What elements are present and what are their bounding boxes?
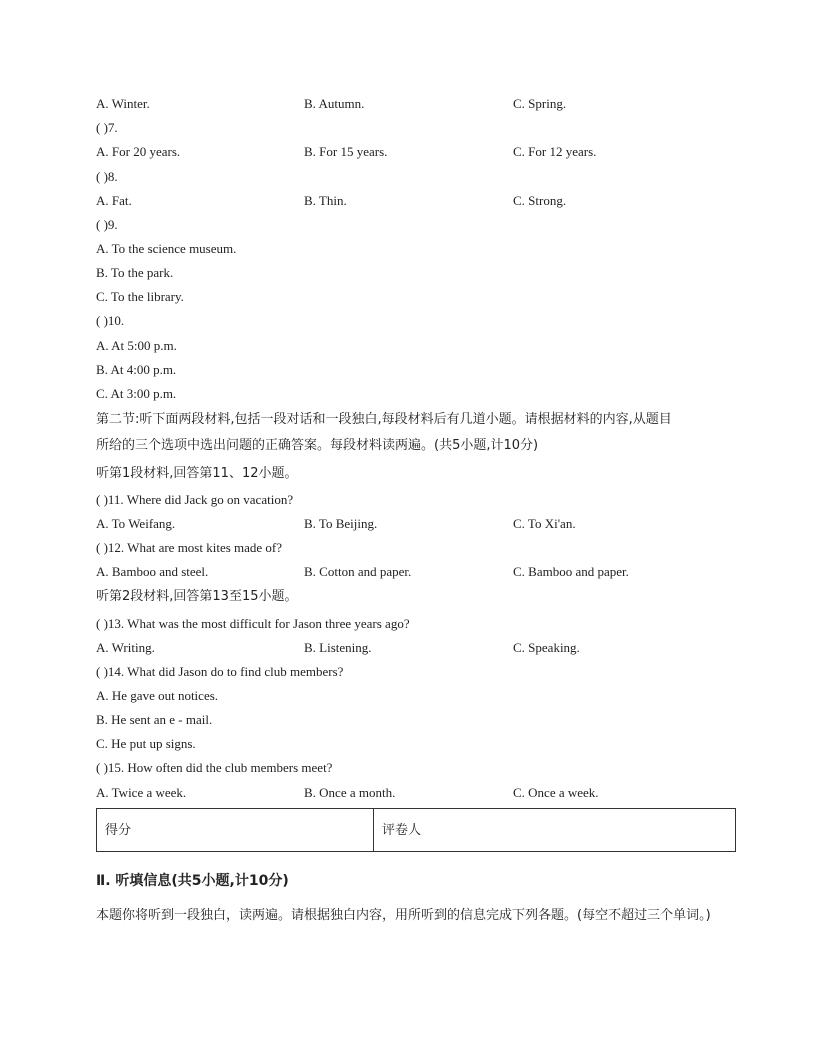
q10-option-b: B. At 4:00 p.m. [96, 362, 177, 377]
q12-option-b: B. Cotton and paper. [304, 564, 412, 579]
q15-stem: ( )15. How often did the club members meet? [96, 760, 333, 775]
q7-option-c: C. For 12 years. [513, 144, 597, 159]
q13-stem: ( )13. What was the most difficult for Jason three years ago? [96, 616, 410, 631]
q13-option-c: C. Speaking. [513, 640, 580, 655]
q11-option-a: A. To Weifang. [96, 516, 176, 531]
q8-option-c: C. Strong. [513, 193, 567, 208]
q6-option-a: A. Winter. [96, 96, 150, 111]
q12-stem: ( )12. What are most kites made of? [96, 540, 283, 555]
q12-option-a: A. Bamboo and steel. [96, 564, 209, 579]
score-cell: 得分 [97, 809, 374, 851]
q11-stem: ( )11. Where did Jack go on vacation? [96, 492, 294, 507]
q10-option-c: C. At 3:00 p.m. [96, 386, 177, 401]
q13-option-a: A. Writing. [96, 640, 155, 655]
q7-number: ( )7. [96, 120, 118, 135]
q10-option-a: A. At 5:00 p.m. [96, 338, 177, 353]
q15-option-b: B. Once a month. [304, 785, 396, 800]
q11-option-c: C. To Xi'an. [513, 516, 576, 531]
q9-option-c: C. To the library. [96, 289, 184, 304]
q9-option-a: A. To the science museum. [96, 241, 237, 256]
q8-option-b: B. Thin. [304, 193, 347, 208]
part1-heading: 听第1段材料,回答第11、12小题。 [96, 466, 298, 481]
q8-number: ( )8. [96, 169, 118, 184]
q14-option-c: C. He put up signs. [96, 736, 196, 751]
q10-number: ( )10. [96, 313, 125, 328]
q9-number: ( )9. [96, 217, 118, 232]
q14-option-a: A. He gave out notices. [96, 688, 219, 703]
part2-instructions: 本题你将听到一段独白，读两遍。请根据独白内容，用所听到的信息完成下列各题。(每空不超过三个单词。) [96, 908, 711, 923]
q8-option-a: A. Fat. [96, 193, 132, 208]
section2-intro-line1: 第二节:听下面两段材料,包括一段对话和一段独白,每段材料后有几道小题。请根据材料的内容,从题目 [96, 412, 672, 427]
q14-stem: ( )14. What did Jason do to find club members? [96, 664, 344, 679]
q12-option-c: C. Bamboo and paper. [513, 564, 629, 579]
q15-option-c: C. Once a week. [513, 785, 599, 800]
q6-option-b: B. Autumn. [304, 96, 365, 111]
score-table [96, 808, 736, 852]
part2-heading: 听第2段材料,回答第13至15小题。 [96, 589, 298, 604]
q15-option-a: A. Twice a week. [96, 785, 187, 800]
part2-title: Ⅱ. 听填信息(共5小题,计10分) [96, 873, 289, 889]
q11-option-b: B. To Beijing. [304, 516, 378, 531]
q7-option-a: A. For 20 years. [96, 144, 181, 159]
q14-option-b: B. He sent an e - mail. [96, 712, 213, 727]
section2-intro-line2: 所给的三个选项中选出问题的正确答案。每段材料读两遍。(共5小题,计10分) [96, 438, 539, 453]
q6-option-c: C. Spring. [513, 96, 567, 111]
q9-option-b: B. To the park. [96, 265, 174, 280]
q7-option-b: B. For 15 years. [304, 144, 388, 159]
grader-cell: 评卷人 [382, 823, 422, 838]
q13-option-b: B. Listening. [304, 640, 372, 655]
